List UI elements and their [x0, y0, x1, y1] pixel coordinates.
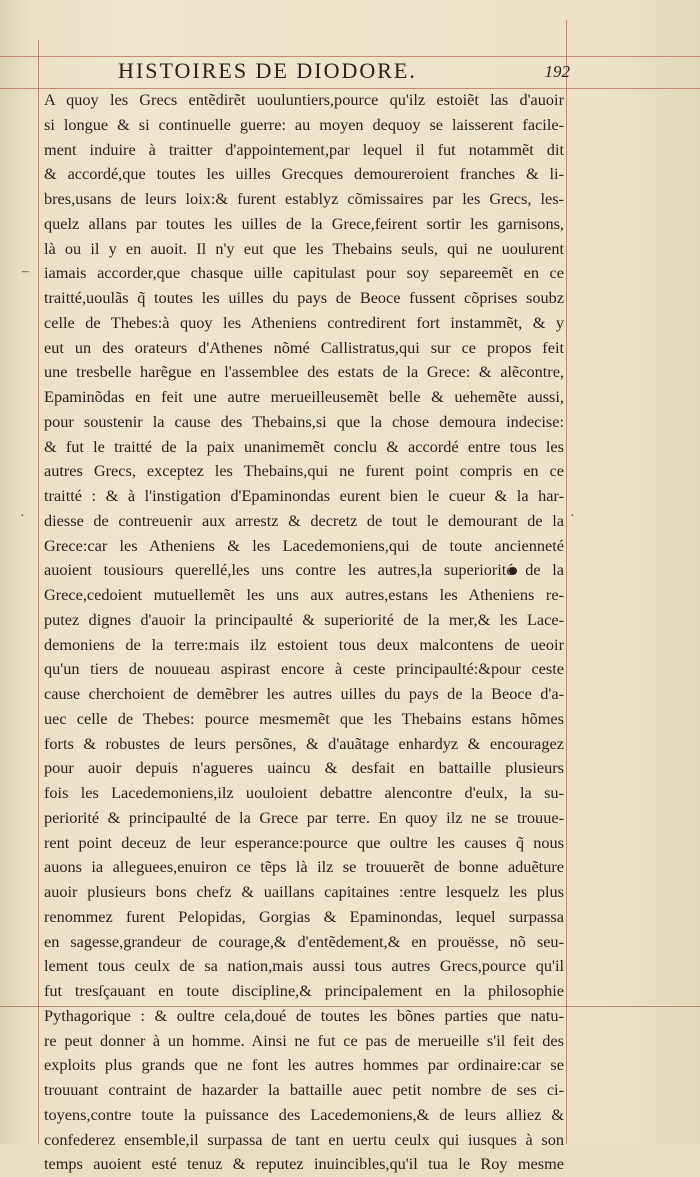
- text-line: rent point deceuz de leur esperance:pource que oultre les causes q̃ nous: [44, 832, 564, 852]
- right-margin-rule: [566, 20, 567, 1144]
- text-line: fois les Lacedemoniens,ilz uouloient debattre alencontre d'eulx, la su-: [44, 783, 564, 802]
- text-line: auoient tousiours querellé,les uns contre les autres,la superiorité de la: [44, 560, 564, 580]
- text-line: autres Grecs, exceptez les Thebains,qui ne furent point compris en ce: [44, 461, 564, 481]
- text-line: eut un des orateurs d'Athenes nõmé Callistratus,qui sur ce propos feit: [44, 337, 564, 357]
- text-line: temps auoient esté tenuz & reputez inuincibles,qu'il tua le Roy mesme: [44, 1154, 564, 1174]
- text-line: trouuant contraint de hazarder la battaille auec petit nombre de ses ci-: [44, 1080, 564, 1099]
- text-line: qu'un tiers de nouueau aspirast encore à ceste principaulté:&pour ceste: [44, 659, 564, 679]
- left-margin-rule: [38, 40, 39, 1144]
- text-line: pour soustenir la cause des Thebains,si que la chose demoura indecise:: [44, 411, 564, 431]
- text-line: toyens,contre toute la puissance des Lacedemoniens,& de leurs alliez &: [44, 1104, 564, 1124]
- margin-mark: ·: [570, 509, 575, 524]
- running-head: HISTOIRES DE DIODORE.: [118, 58, 417, 83]
- text-line: Pythagorique : & oultre cela,doué de toutes les bõnes parties que natu-: [44, 1005, 564, 1025]
- text-line: confederez ensemble,il surpassa de tant en uertu ceulx qui iusques à son: [44, 1129, 564, 1149]
- body-text: [44, 88, 564, 1177]
- text-line: forts & robustes de leurs persõnes, & d'auãtage enhardyz & encouragez: [44, 733, 564, 753]
- text-line: diesse de contreuenir aux arrestz & decretz de tout le demourant de la: [44, 510, 564, 530]
- text-line: uec celle de Thebes: pource mesmemẽt que les Thebains estans hõmes: [44, 708, 564, 728]
- text-line: renommez furent Pelopidas, Gorgias & Epaminondas, lequel surpassa: [44, 906, 564, 926]
- text-line: A quoy les Grecs entẽdirẽt uouluntiers,pource qu'ilz estoiẽt las d'auoir: [44, 90, 564, 109]
- margin-mark: –: [22, 264, 29, 279]
- text-line: exploits plus grands que ne font les autres hommes par ordinaire:car se: [44, 1055, 564, 1075]
- text-line: bres,usans de leurs loix:& furent establyz cõmissaires par les Grecs, les-: [44, 189, 564, 208]
- text-line: & accordé,que toutes les uilles Grecques demoureroient franches & li-: [44, 164, 564, 184]
- text-line: iamais accorder,que chasque uille capitulast pour soy separeemẽt en ce: [44, 263, 564, 283]
- text-line: auoir plusieurs bons chefz & uaillans capitaines :entre lesquelz les plus: [44, 882, 564, 901]
- text-line: demoniens de la terre:mais ilz estoient tous deux malcontens de ueoir: [44, 634, 564, 654]
- text-line: Epaminõdas en feit une autre merueilleusemẽt belle & uehemẽte aussi,: [44, 387, 564, 406]
- folio-number: 192: [544, 62, 570, 81]
- text-line: Grece:car les Atheniens & les Lacedemoniens,qui de toute ancienneté: [44, 535, 564, 555]
- text-line: re peut donner à un homme. Ainsi ne fut ce pas de merueille s'il feit des: [44, 1030, 564, 1050]
- text-line: fut tresſçauant en toute discipline,& principalement en la philosophie: [44, 981, 564, 1000]
- text-line: là ou il y en auoit. Il n'y eut que les Thebains seuls, qui ne uoulurent: [44, 238, 564, 258]
- text-line: Grece,cedoient mutuellemẽt les uns aux autres,estans les Atheniens re-: [44, 585, 564, 604]
- text-line: putez dignes d'auoir la principaulté & superiorité de la mer,& les Lace-: [44, 609, 564, 629]
- text-line: cause cherchoient de demẽbrer les autres uilles du pays de la Beoce d'a-: [44, 684, 564, 703]
- text-line: si longue & si continuelle guerre: au moyen dequoy se laisserent facile-: [44, 114, 564, 134]
- page-header: [110, 58, 570, 88]
- text-line: traitté,uoulãs q̃ toutes les uilles du pays de Beoce fussent cõprises soubz: [44, 288, 564, 307]
- text-line: & fut le traitté de la paix unanimemẽt conclu & accordé entre tous les: [44, 436, 564, 456]
- text-line: en sagesse,grandeur de courage,& d'entẽdement,& en prouësse, nõ seu-: [44, 931, 564, 951]
- text-line: pour auoir depuis n'agueres uaincu & desfait en battaille plusieurs: [44, 758, 564, 778]
- text-line: ment induire à traitter d'appointement,par lequel il fut notammẽt dit: [44, 139, 564, 159]
- text-line: traitté : & à l'instigation d'Epaminondas eurent bien le cueur & la har-: [44, 486, 564, 505]
- text-line: une tresbelle harẽgue en l'assemblee des estats de la Grece: & alẽcontre,: [44, 362, 564, 382]
- margin-mark: ·: [20, 509, 25, 524]
- text-line: periorité & principaulté de la Grece par terre. En quoy ilz ne se trouue-: [44, 807, 564, 827]
- top-rule: [0, 56, 700, 57]
- text-line: auons ia alleguees,enuiron ce tẽps là ilz se trouuerẽt de bonne aduẽture: [44, 857, 564, 877]
- text-line: quelz allans par toutes les uilles de la Grece,feirent sortir les garnisons,: [44, 213, 564, 233]
- text-line: celle de Thebes:à quoy les Atheniens contredirent fort instammẽt, & y: [44, 312, 564, 332]
- text-line: lement tous ceulx de sa nation,mais aussi tous autres Grecs,pource qu'il: [44, 956, 564, 976]
